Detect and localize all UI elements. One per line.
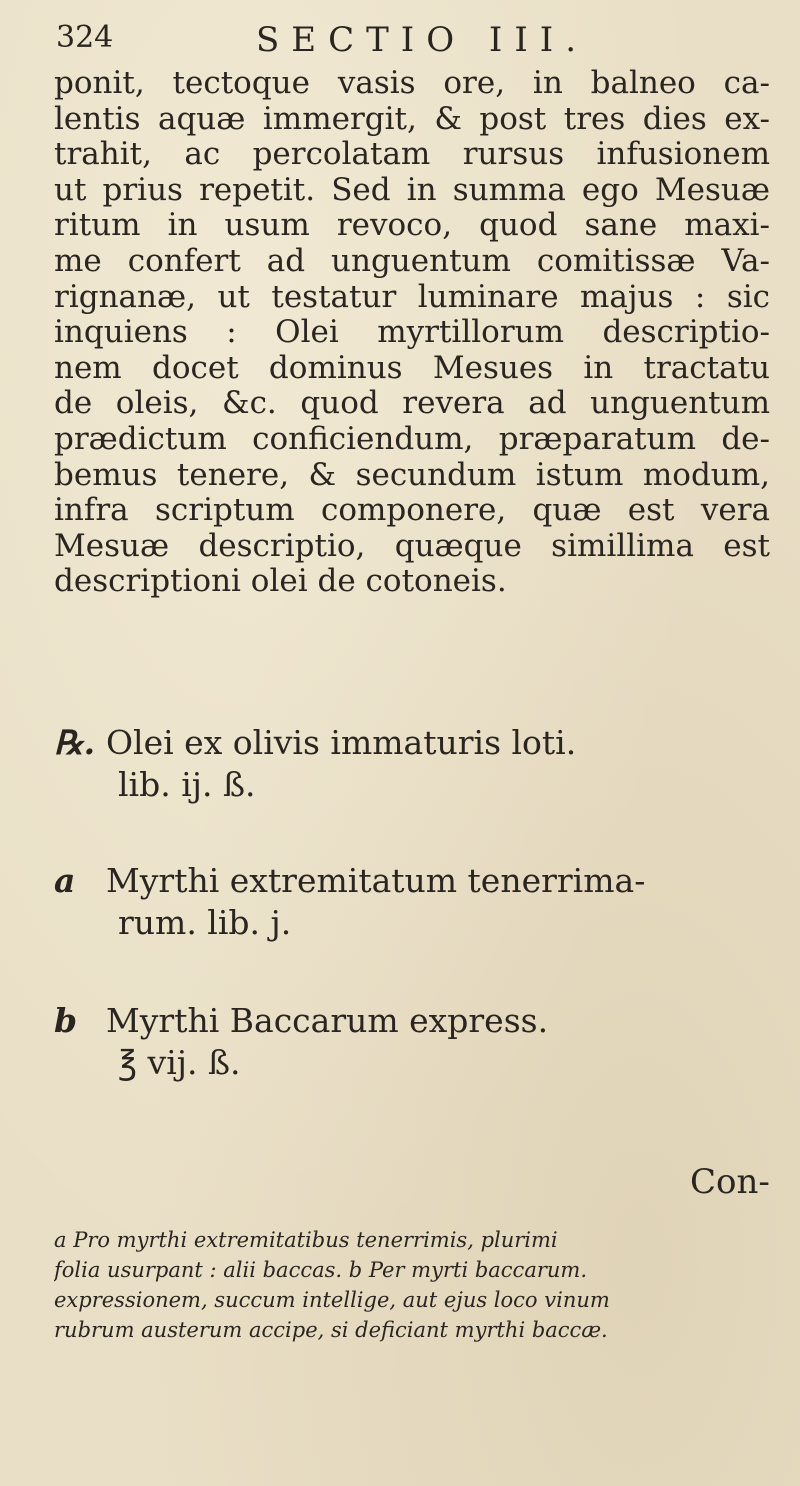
catchword: Con-	[690, 1162, 770, 1202]
footnote-marker: a	[54, 861, 76, 900]
text-line: ponit, tectoque vasis ore, in balneo ca-	[54, 66, 770, 101]
recipe-quantity: ℥ vij. ß.	[118, 1043, 241, 1082]
text-line: nem docet dominus Mesues in tractatu	[54, 350, 770, 386]
page-header	[56, 14, 756, 64]
recipe-item	[54, 860, 770, 944]
text-line: lentis aquæ immergit, & post tres dies ex-	[54, 101, 770, 137]
recipe-ingredient: Myrthi Baccarum express.	[106, 1001, 549, 1040]
footnote-line: folia usurpant : alii baccas. b Per myrti baccarum.	[54, 1258, 587, 1282]
recipe-ingredient: Myrthi extremitatum tenerrima-	[106, 861, 646, 900]
text-line: me confert ad unguentum comitissæ Va-	[54, 243, 770, 279]
recipe-quantity: lib. ij. ß.	[118, 765, 256, 804]
text-line: infra scriptum componere, quæ est vera	[54, 493, 770, 529]
footnote-line: a Pro myrthi extremitatibus tenerrimis, plurimi	[54, 1228, 558, 1252]
running-head: SECTIO III.	[256, 20, 589, 60]
text-line: trahit, ac percolatam rursus infusionem	[54, 137, 770, 173]
footnotes	[54, 1225, 770, 1345]
footnote-line: expressionem, succum intellige, aut ejus loco vinum	[54, 1288, 610, 1312]
text-line: Mesuæ descriptio, quæque simillima est	[54, 528, 770, 564]
text-line: rignanæ, ut testatur luminare majus : sic	[54, 279, 770, 315]
recipe-ingredient: Olei ex olivis immaturis loti.	[106, 723, 577, 762]
footnote-line: rubrum austerum accipe, si deficiant myrthi baccæ.	[54, 1318, 608, 1342]
recipe-item	[54, 1000, 770, 1084]
recipe-quantity: rum. lib. j.	[118, 903, 292, 942]
recipe-item	[54, 722, 770, 806]
text-line: descriptioni olei de cotoneis.	[54, 564, 507, 600]
text-line: prædictum conficiendum, præparatum de-	[54, 421, 770, 457]
recipe-symbol: ℞.	[54, 723, 96, 762]
text-line: de oleis, &c. quod revera ad unguentum	[54, 386, 770, 422]
text-line: inquiens : Olei myrtillorum descriptio-	[54, 315, 770, 351]
footnote-marker: b	[54, 1001, 78, 1040]
text-line: ut prius repetit. Sed in summa ego Mesuæ	[54, 172, 770, 208]
text-line: ritum in usum revoco, quod sane maxi-	[54, 208, 770, 244]
page-number: 324	[56, 20, 114, 55]
body-text	[54, 66, 770, 600]
text-line: bemus tenere, & secundum istum modum,	[54, 457, 770, 493]
